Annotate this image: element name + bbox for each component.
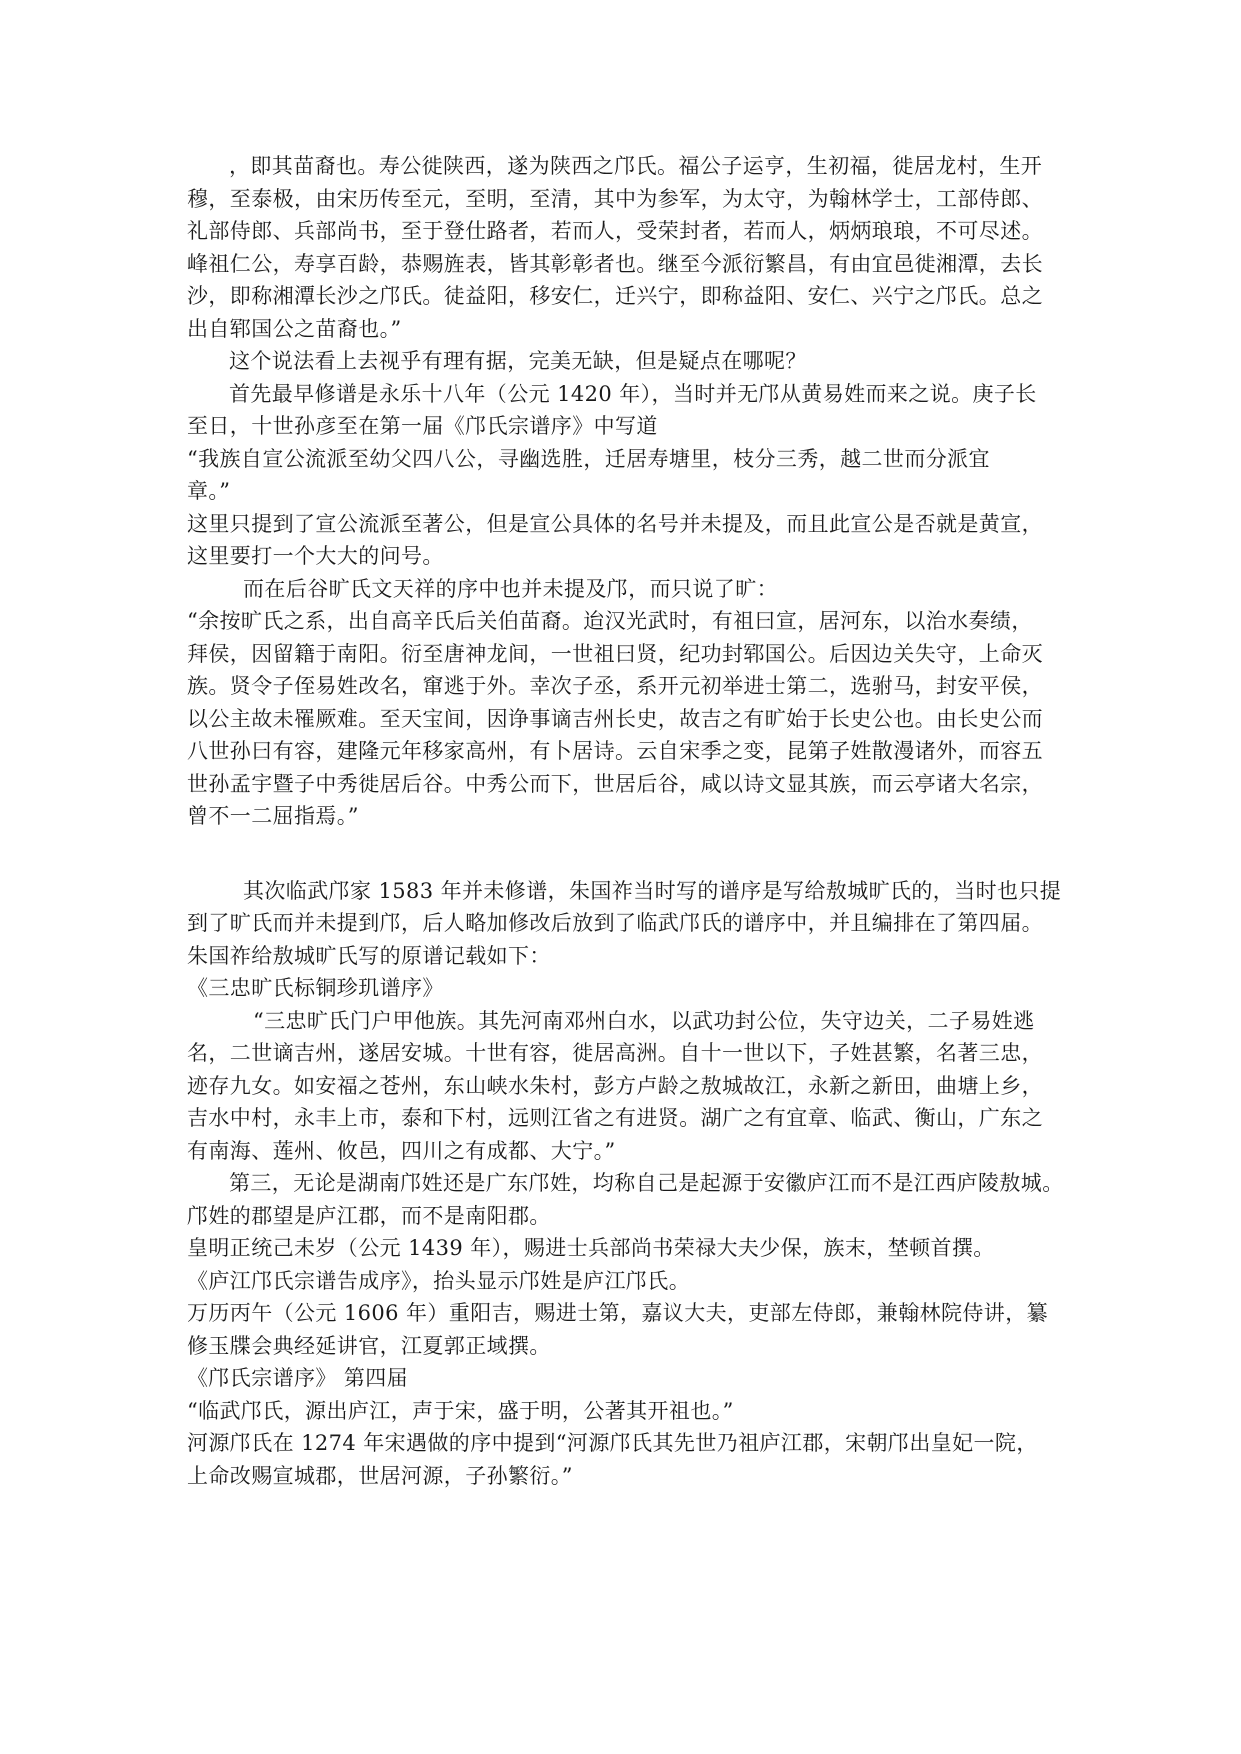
text-line: 礼部侍郎、兵部尚书，至于登仕路者，若而人，受荣封者，若而人，炳炳琅琅，不可尽述。	[187, 219, 1043, 243]
quote-line: 拜侯，因留籍于南阳。衍至唐神龙间，一世祖曰贤，纪功封郓国公。后因边关失守，上命灭	[187, 641, 1043, 666]
text-line: 沙，即称湘潭长沙之邝氏。徒益阳，移安仁，迁兴宁，即称益阳、安仁、兴宁之邝氏。总之	[187, 284, 1043, 308]
text-line: 第三，无论是湖南邝姓还是广东邝姓，均称自己是起源于安徽庐江而不是江西庐陵敖城。	[229, 1171, 1064, 1195]
quote-line: 八世孙曰有容，建隆元年移家高州，有卜居诗。云自宋季之变，昆第子姓散漫诸外，而容五	[187, 739, 1043, 763]
text-line: 邝姓的郡望是庐江郡，而不是南阳郡。	[187, 1203, 551, 1228]
text-line: 穆，至泰极，由宋历传至元，至明，至清，其中为参军，为太守，为翰林学士，工部侍郎、	[187, 186, 1043, 211]
quote-line: 以公主故未罹厥难。至天宝间，因诤事谪吉州长史，故吉之有旷始于长史公也。由长史公而	[187, 706, 1043, 731]
quote-line: “临武邝氏，源出庐江，声于宋，盛于明，公著其开祖也。”	[187, 1398, 734, 1423]
quote-line: 族。贤令子侄易姓改名，窜逃于外。幸次子丞，系开元初举进士第二，选驸马，封安平侯，	[187, 674, 1043, 698]
text-line: 出自郓国公之苗裔也。”	[187, 316, 402, 341]
quote-line: 吉水中村，永丰上市，泰和下村，远则江省之有进贤。湖广之有宜章、临武、衡山，广东之	[187, 1106, 1043, 1130]
quote-line: 有南海、莲州、攸邑，四川之有成都、大宁。”	[187, 1138, 616, 1163]
text-line: 皇明正统己未岁（公元 1439 年），赐进士兵部尚书荣禄大夫少保，族末，埜顿首撰。	[187, 1236, 995, 1260]
text-line: 其次临武邝家 1583 年并未修谱，朱国祚当时写的谱序是写给敖城旷氏的，当时也只提	[243, 878, 1062, 903]
text-line: 这里要打一个大大的问号。	[187, 544, 444, 568]
document-body	[187, 150, 1067, 1492]
quote-line: 曾不一二屈指焉。”	[187, 804, 359, 828]
text-line: ，即其苗裔也。寿公徙陕西，遂为陕西之邝氏。福公子运亨，生初福，徙居龙村，生开	[229, 154, 1043, 178]
quote-line: 章。”	[187, 479, 231, 503]
paragraph-gap	[187, 833, 1067, 875]
quote-line: “余按旷氏之系，出自高辛氏后关伯苗裔。迨汉光武时，有祖曰宣，居河东，以治水奏绩，	[187, 609, 1033, 633]
text-line: 这个说法看上去视乎有理有据，完美无缺，但是疑点在哪呢？	[229, 349, 807, 373]
text-line: 这里只提到了宣公流派至著公，但是宣公具体的名号并未提及，而且此宣公是否就是黄宣，	[187, 511, 1043, 536]
text-line: 《庐江邝氏宗谱告成序》，抬头显示邝姓是庐江邝氏。	[187, 1268, 691, 1293]
quote-line: “我族自宣公流派至幼父四八公，寻幽选胜，迁居寿塘里，枝分三秀，越二世而分派宜	[187, 446, 990, 471]
text-line: 到了旷氏而并未提到邝，后人略加修改后放到了临武邝氏的谱序中，并且编排在了第四届。	[187, 911, 1043, 935]
text-line: 万历丙午（公元 1606 年）重阳吉，赐进士第，嘉议大夫，吏部左侍郎，兼翰林院侍讲，纂	[187, 1301, 1048, 1325]
quote-line: 世孙孟宇暨子中秀徙居后谷。中秀公而下，世居后谷，咸以诗文显其族，而云亭诸大名宗，	[187, 771, 1043, 796]
text-line: 修玉牒会典经延讲官，江夏郭正域撰。	[187, 1333, 551, 1358]
text-line: 首先最早修谱是永乐十八年（公元 1420 年），当时并无邝从黄易姓而来之说。庚子长	[229, 381, 1037, 406]
text-line: 朱国祚给敖城旷氏写的原谱记载如下：	[187, 943, 551, 968]
section-title: 《邝氏宗谱序》 第四届	[187, 1366, 409, 1390]
text-line: 河源邝氏在 1274 年宋遇做的序中提到“河源邝氏其先世乃祖庐江郡，宋朝邝出皇妃一院，	[187, 1431, 1038, 1455]
text-line: 峰祖仁公，寿享百龄，恭赐旌表，皆其彰彰者也。继至今派衍繁昌，有由宜邑徙湘潭，去长	[187, 251, 1043, 276]
quote-line: 名，二世谪吉州，遂居安城。十世有容，徙居高洲。自十一世以下，子姓甚繁，名著三忠，	[187, 1041, 1043, 1065]
section-title: 《三忠旷氏标铜珍玑谱序》	[187, 976, 444, 1000]
quote-line: “三忠旷氏门户甲他族。其先河南邓州白水，以武功封公位，失守边关，二子易姓逃	[253, 1008, 1035, 1033]
text-line: 上命改赐宣城郡，世居河源，子孙繁衍。”	[187, 1463, 573, 1488]
quote-line: 迹存九女。如安福之苍州，东山峡水朱村，彭方卢龄之敖城故江，永新之新田，曲塘上乡，	[187, 1073, 1043, 1098]
text-line: 至日，十世孙彦至在第一届《邝氏宗谱序》中写道	[187, 414, 658, 438]
text-line: 而在后谷旷氏文天祥的序中也并未提及邝，而只说了旷：	[243, 576, 778, 601]
